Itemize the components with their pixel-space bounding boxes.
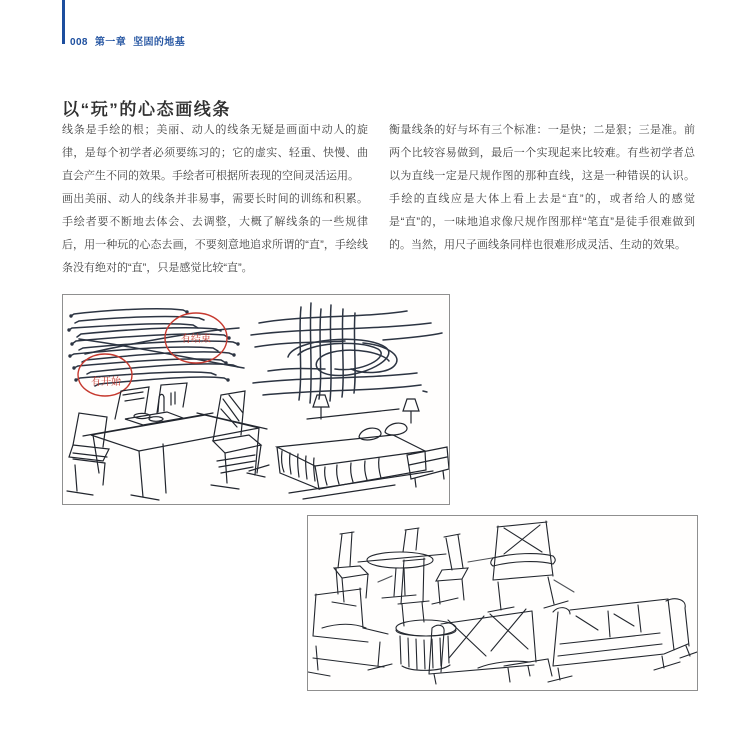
- sketch-curve-tangle: [251, 303, 442, 403]
- paragraph: 线条是手绘的根；美丽、动人的线条无疑是画面中动人的旋律，是每个初学者必须要练习的；它的虚实、轻重、快慢、曲直会产生不同的效果。手绘者可根据所表现的空间灵活运用。: [62, 124, 368, 182]
- figure-furniture-group: [307, 515, 698, 691]
- body-text-columns: [62, 119, 695, 280]
- sketch-dining-table: [67, 383, 269, 500]
- stroke-end-dots: [67, 310, 239, 381]
- page-number: 008: [70, 37, 88, 48]
- section-label: 坚固的地基: [133, 37, 186, 48]
- sketch-coffee-table: [396, 620, 456, 670]
- sketch-overshoot-strokes: [378, 556, 574, 592]
- annotation-start-label: 有开始: [91, 377, 121, 388]
- sketch-long-sofa: [548, 599, 697, 682]
- left-column: [62, 119, 368, 280]
- page-title: 以“玩”的心态画线条: [62, 100, 231, 120]
- paragraph: 衡量线条的好与坏有三个标准：一是快；二是狠；三是准。前两个比较容易做到，最后一个实现起来比较难。有些初学者总以为直线一定是尺规作图的那种直线，这是一种错误的认识。手绘的直线应是大体上看上去是“直”的，或者给人的感觉是“直”的，一味地追求像尺规作图那样“笔直”是徒手很难做到的。当然，用尺子画线条同样也很难形成灵活、生动的效果。: [389, 124, 695, 251]
- sketch-highback-chair: [488, 521, 568, 612]
- sketch-round-table-set: [332, 528, 468, 606]
- sketch-armchair: [308, 588, 392, 676]
- sketch-bed: [277, 395, 449, 499]
- right-column: [389, 119, 695, 280]
- header-accent-rule: [62, 0, 65, 44]
- chapter-label: 第一章: [94, 37, 127, 48]
- annotation-end-label: 有结束: [181, 334, 211, 345]
- sketch-canvas-1: [63, 295, 449, 504]
- paragraph: 画出美丽、动人的线条并非易事，需要长时间的训练和积累。手绘者要不断地去体会、去调整，大概了解线条的一些规律后，用一种玩的心态去画，不要刻意地追求所谓的“直”，手绘线条没有绝对的“直”，只是感觉比较“直”。: [62, 193, 368, 274]
- figure-line-exercises: [62, 294, 450, 505]
- sketch-x-sofa: [429, 609, 552, 684]
- page-header: [70, 33, 192, 48]
- sketch-canvas-2: [308, 516, 697, 690]
